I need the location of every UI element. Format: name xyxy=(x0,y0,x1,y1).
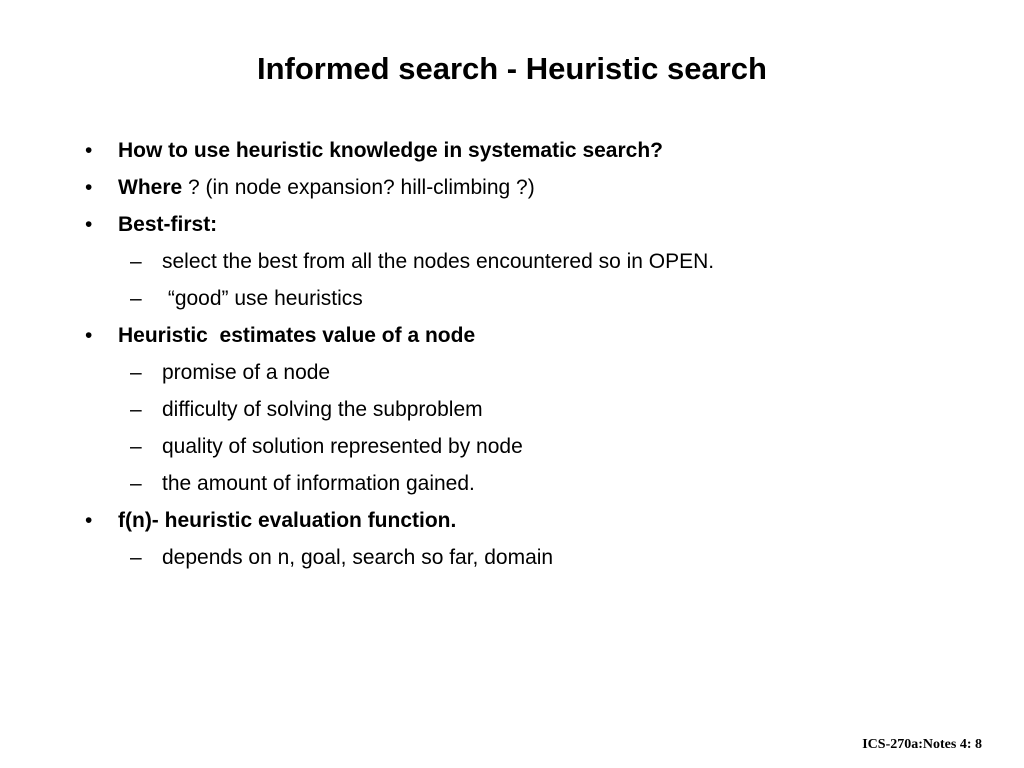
bullet-text-bold: Heuristic estimates value of a node xyxy=(118,324,476,347)
sub-item-text: the amount of information gained. xyxy=(162,472,475,495)
sub-item xyxy=(0,428,1000,465)
dash-marker: – xyxy=(130,250,142,273)
bullet-text-bold: How to use heuristic knowledge in systematic search? xyxy=(118,139,663,162)
slide-footer: ICS-270a:Notes 4: 8 xyxy=(862,737,982,752)
bullet-item xyxy=(0,206,1000,243)
bullet-list xyxy=(0,132,1000,576)
slide-title: Informed search - Heuristic search xyxy=(257,51,767,86)
bullet-marker: • xyxy=(85,324,93,347)
sub-item xyxy=(0,539,1000,576)
dash-marker: – xyxy=(130,398,142,421)
dash-marker: – xyxy=(130,361,142,384)
sub-item xyxy=(0,354,1000,391)
sub-item-text: promise of a node xyxy=(162,361,331,384)
bullet-text-bold: Where xyxy=(118,176,183,199)
bullet-marker: • xyxy=(85,176,93,199)
sub-item xyxy=(0,280,1000,317)
bullet-item xyxy=(0,132,1000,169)
bullet-marker: • xyxy=(85,213,93,236)
bullet-marker: • xyxy=(85,509,93,532)
bullet-marker: • xyxy=(85,139,93,162)
sub-item-text: quality of solution represented by node xyxy=(162,435,523,458)
sub-item-text: difficulty of solving the subproblem xyxy=(162,398,483,421)
dash-marker: – xyxy=(130,472,142,495)
sub-item xyxy=(0,243,1000,280)
dash-marker: – xyxy=(130,435,142,458)
bullet-item xyxy=(0,317,1000,354)
sub-item-text: depends on n, goal, search so far, domain xyxy=(162,546,554,569)
bullet-text-bold: Best-first: xyxy=(118,213,218,236)
sub-item xyxy=(0,465,1000,502)
sub-item xyxy=(0,391,1000,428)
sub-item-text: “good” use heuristics xyxy=(162,287,363,310)
bullet-text: ? (in node expansion? hill-climbing ?) xyxy=(182,176,535,199)
bullet-text-bold: f(n)- heuristic evaluation function. xyxy=(118,509,457,532)
bullet-item xyxy=(0,169,1000,206)
dash-marker: – xyxy=(130,287,142,310)
dash-marker: – xyxy=(130,546,142,569)
bullet-item xyxy=(0,502,1000,539)
sub-item-text: select the best from all the nodes encountered so in OPEN. xyxy=(162,250,715,273)
